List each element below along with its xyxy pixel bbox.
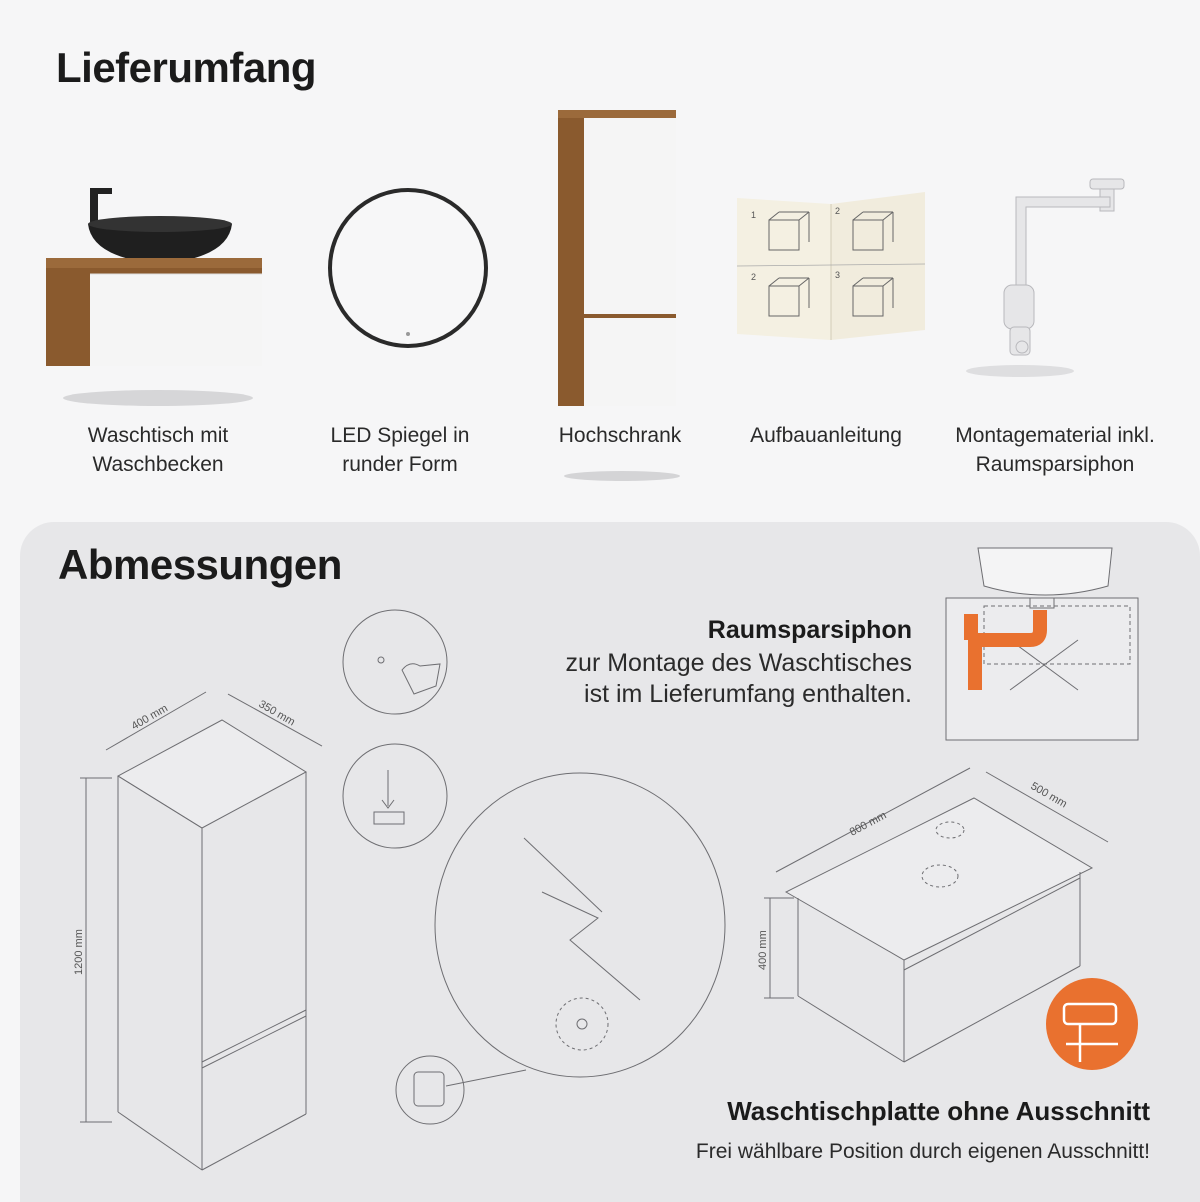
dimensions-title: Abmessungen xyxy=(58,541,342,588)
cabinet-width-label: 400 mm xyxy=(129,702,170,733)
siphon-line-1: zur Montage des Waschtisches xyxy=(565,649,912,677)
manual-step-2a: 2 xyxy=(835,206,841,216)
vanity-width-label: 800 mm xyxy=(847,809,889,839)
caption-mirror: LED Spiegel in runder Form xyxy=(330,424,470,476)
caption-manual: Aufbauanleitung xyxy=(750,424,902,447)
caption-siphon: Montagematerial inkl. Raumsparsiphon xyxy=(955,424,1155,476)
cabinet-height-label: 1200 mm xyxy=(73,929,85,975)
caption-tall-cabinet: Hochschrank xyxy=(558,424,682,447)
siphon-title: Raumsparsiphon xyxy=(707,616,912,644)
delivery-title: Lieferumfang xyxy=(56,44,317,91)
manual-step-2b: 2 xyxy=(751,272,757,282)
countertop-title: Waschtischplatte ohne Ausschnitt xyxy=(727,1096,1150,1126)
siphon-line-2: ist im Lieferumfang enthalten. xyxy=(584,680,912,708)
vanity-height-label: 400 mm xyxy=(757,930,769,970)
caption-vanity: Waschtisch mit Waschbecken xyxy=(87,424,229,476)
vanity-depth-label: 500 mm xyxy=(1028,780,1069,811)
cabinet-depth-label: 350 mm xyxy=(256,698,297,729)
manual-step-3: 3 xyxy=(835,270,841,280)
countertop-text: Frei wählbare Position durch eigenen Ausschnitt! xyxy=(695,1140,1150,1163)
manual-step-1: 1 xyxy=(751,210,757,220)
